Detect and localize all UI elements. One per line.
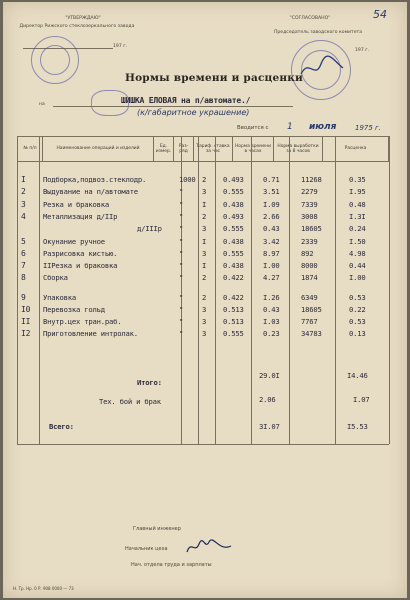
table-row bbox=[17, 200, 389, 211]
cell-name: Металлизация д/IIр bbox=[43, 212, 118, 221]
col-header-output: Норма выработки за 8 часов bbox=[274, 137, 323, 162]
item-label: на bbox=[39, 102, 45, 107]
cell-num: 4 bbox=[21, 212, 26, 221]
cell-price: 4.98 bbox=[349, 249, 366, 258]
col-header-num: № п/п bbox=[18, 137, 43, 162]
cell-num: 9 bbox=[21, 293, 26, 302]
cell-output: 2279 bbox=[301, 187, 318, 196]
table-row bbox=[17, 175, 389, 186]
table-row bbox=[17, 329, 389, 340]
col-header-grade: Раз-ряд bbox=[174, 137, 194, 162]
cell-num: 3 bbox=[21, 200, 26, 209]
cell-grade: I bbox=[202, 200, 207, 209]
cell-time: 0.71 bbox=[263, 175, 280, 184]
cell-name: Сборка bbox=[43, 273, 68, 282]
cell-name: Резка и браковка bbox=[43, 200, 110, 209]
cell-price: I.3I bbox=[349, 212, 366, 221]
col-header-time: Норма времени в часах bbox=[233, 137, 274, 162]
cell-num: I bbox=[21, 175, 26, 184]
chief-engineer-label: Главный инженер bbox=[133, 526, 181, 532]
col-header-price: Расценка bbox=[323, 137, 389, 162]
table-row bbox=[17, 187, 389, 198]
cell-time: 3.42 bbox=[263, 237, 280, 246]
item-name: ШИШКА ЕЛОВАЯ на п/автомате./ bbox=[121, 96, 251, 105]
cell-num: 8 bbox=[21, 273, 26, 282]
norms-table bbox=[17, 136, 389, 162]
cell-time: 0.43 bbox=[263, 305, 280, 314]
cell-unit: " bbox=[179, 261, 184, 270]
cell-name: IIРезка и браковка bbox=[43, 261, 118, 270]
cell-output: 11268 bbox=[301, 175, 322, 184]
cell-time: I.03 bbox=[263, 317, 280, 326]
cell-grade: 3 bbox=[202, 329, 207, 338]
effective-label: Вводится с bbox=[237, 125, 269, 131]
cell-num: I2 bbox=[21, 329, 31, 338]
cell-name: Разрисовка кистью. bbox=[43, 249, 118, 258]
cell-rate: 0.555 bbox=[223, 249, 244, 258]
item-line bbox=[53, 106, 293, 107]
approve-right-year: 197 г. bbox=[355, 48, 370, 53]
cell-unit: " bbox=[179, 224, 184, 233]
cell-grade: 2 bbox=[202, 273, 207, 282]
cell-rate: 0.438 bbox=[223, 200, 244, 209]
cell-unit: " bbox=[179, 249, 184, 258]
subtotal-price: I4.46 bbox=[347, 371, 368, 380]
col-header-name: Наименование операций и изделий bbox=[43, 137, 154, 162]
cell-num: I0 bbox=[21, 305, 31, 314]
cell-unit: " bbox=[179, 212, 184, 221]
cell-price: 0.44 bbox=[349, 261, 366, 270]
cell-rate: 0.555 bbox=[223, 224, 244, 233]
cell-time: 2.66 bbox=[263, 212, 280, 221]
approve-right-position: Председатель заводского комитета bbox=[273, 30, 363, 35]
cell-output: 18605 bbox=[301, 224, 322, 233]
cell-price: I.50 bbox=[349, 237, 366, 246]
cell-time: 0.23 bbox=[263, 329, 280, 338]
table-row bbox=[17, 317, 389, 328]
col-header-unit: Ед. измер. bbox=[154, 137, 174, 162]
col-header-rate: Тариф. ставка за час bbox=[194, 137, 233, 162]
cell-time: I.09 bbox=[263, 200, 280, 209]
shop-head-signature bbox=[185, 538, 233, 556]
cell-name: Окунание ручное bbox=[43, 237, 105, 246]
subtotal-time: 29.0I bbox=[259, 371, 280, 380]
effective-day: 1 bbox=[287, 122, 293, 132]
table-row bbox=[17, 224, 389, 235]
approve-right-title: "СОГЛАСОВАНО" bbox=[289, 16, 331, 21]
cell-unit: " bbox=[179, 305, 184, 314]
cell-price: 0.24 bbox=[349, 224, 366, 233]
round-stamp-left bbox=[31, 36, 79, 84]
table-row bbox=[17, 237, 389, 248]
cell-grade: 2 bbox=[202, 293, 207, 302]
cell-price: 0.48 bbox=[349, 200, 366, 209]
cell-rate: 0.438 bbox=[223, 261, 244, 270]
cell-output: 3008 bbox=[301, 212, 318, 221]
labor-dept-label: Нач. отдела труда и зарплаты bbox=[131, 562, 212, 568]
cell-num: 5 bbox=[21, 237, 26, 246]
cell-unit: " bbox=[179, 317, 184, 326]
cell-unit: " bbox=[179, 293, 184, 302]
cell-output: 18605 bbox=[301, 305, 322, 314]
item-note: (к/габаритное украшение) bbox=[137, 108, 250, 117]
effective-year: 1975 г. bbox=[355, 124, 381, 132]
approve-left-title: "УТВЕРЖДАЮ" bbox=[65, 16, 101, 21]
cell-grade: I bbox=[202, 261, 207, 270]
cell-name: д/IIIр bbox=[137, 224, 162, 233]
cell-name: Подборка,подвоз.стеклодр. bbox=[43, 175, 147, 184]
cell-time: 4.27 bbox=[263, 273, 280, 282]
cell-time: 8.97 bbox=[263, 249, 280, 258]
cell-time: I.26 bbox=[263, 293, 280, 302]
cell-output: 8000 bbox=[301, 261, 318, 270]
page-number: 54 bbox=[373, 8, 387, 21]
cell-time: I.00 bbox=[263, 261, 280, 270]
subtotal-label: Итого: bbox=[137, 378, 162, 387]
cell-name: Упаковка bbox=[43, 293, 77, 302]
cell-time: 3.51 bbox=[263, 187, 280, 196]
cell-rate: 0.493 bbox=[223, 175, 244, 184]
shop-head-label: Начальник цеха bbox=[125, 546, 168, 552]
cell-output: 892 bbox=[301, 249, 314, 258]
cell-num: 2 bbox=[21, 187, 26, 196]
cell-unit: " bbox=[179, 200, 184, 209]
table-row bbox=[17, 261, 389, 272]
cell-output: 1874 bbox=[301, 273, 318, 282]
cell-grade: 3 bbox=[202, 224, 207, 233]
total-time: 3I.07 bbox=[259, 422, 280, 431]
cell-unit: " bbox=[179, 329, 184, 338]
cell-time: 0.43 bbox=[263, 224, 280, 233]
cell-output: 7767 bbox=[301, 317, 318, 326]
cell-name: Выдувание на п/автомате bbox=[43, 187, 138, 196]
col-line bbox=[389, 136, 390, 444]
cell-rate: 0.422 bbox=[223, 293, 244, 302]
table-row bbox=[17, 293, 389, 304]
table-header-row bbox=[18, 137, 389, 162]
cell-output: 34783 bbox=[301, 329, 322, 338]
approve-left-year: 197 г. bbox=[113, 44, 128, 49]
footer-code: Н. Тр. Нр. 0 Р. 908 0000 — 73 bbox=[13, 586, 74, 591]
cell-rate: 0.555 bbox=[223, 329, 244, 338]
table-bottom-line bbox=[17, 444, 389, 445]
cell-unit: " bbox=[179, 273, 184, 282]
total-price: I5.53 bbox=[347, 422, 368, 431]
cell-unit: " bbox=[179, 187, 184, 196]
cell-rate: 0.513 bbox=[223, 317, 244, 326]
cell-price: 0.53 bbox=[349, 293, 366, 302]
table-row bbox=[17, 212, 389, 223]
cell-price: I.95 bbox=[349, 187, 366, 196]
total-label: Всего: bbox=[49, 422, 74, 431]
cell-num: 7 bbox=[21, 261, 26, 270]
tech-loss-label: Тех. бой и брак bbox=[99, 397, 161, 406]
cell-grade: 3 bbox=[202, 317, 207, 326]
document-sheet bbox=[3, 2, 407, 598]
cell-rate: 0.513 bbox=[223, 305, 244, 314]
table-row bbox=[17, 273, 389, 284]
cell-rate: 0.438 bbox=[223, 237, 244, 246]
cell-output: 2339 bbox=[301, 237, 318, 246]
cell-unit: " bbox=[179, 237, 184, 246]
cell-grade: 2 bbox=[202, 212, 207, 221]
table-row bbox=[17, 249, 389, 260]
cell-grade: 3 bbox=[202, 249, 207, 258]
cell-price: I.00 bbox=[349, 273, 366, 282]
tech-loss-time: 2.06 bbox=[259, 395, 276, 404]
cell-num: 6 bbox=[21, 249, 26, 258]
cell-name: Внутр.цех тран.раб. bbox=[43, 317, 122, 326]
cell-rate: 0.422 bbox=[223, 273, 244, 282]
cell-name: Приготовление интролак. bbox=[43, 329, 138, 338]
page-title: Нормы времени и расценки bbox=[124, 72, 304, 84]
cell-num: II bbox=[21, 317, 31, 326]
cell-rate: 0.493 bbox=[223, 212, 244, 221]
cell-grade: 3 bbox=[202, 187, 207, 196]
cell-price: 0.22 bbox=[349, 305, 366, 314]
cell-price: 0.35 bbox=[349, 175, 366, 184]
cell-grade: 2 bbox=[202, 175, 207, 184]
cell-price: 0.13 bbox=[349, 329, 366, 338]
tech-loss-price: I.07 bbox=[353, 395, 370, 404]
table-row bbox=[17, 305, 389, 316]
cell-output: 6349 bbox=[301, 293, 318, 302]
cell-output: 7339 bbox=[301, 200, 318, 209]
cell-unit: 1000 bbox=[179, 175, 196, 184]
approve-left-position: Директор Рижского стеклозеркального завода bbox=[19, 24, 135, 29]
cell-grade: 3 bbox=[202, 305, 207, 314]
cell-name: Перевозка гольд bbox=[43, 305, 105, 314]
cell-price: 0.53 bbox=[349, 317, 366, 326]
cell-grade: I bbox=[202, 237, 207, 246]
cell-rate: 0.555 bbox=[223, 187, 244, 196]
effective-month: июля bbox=[309, 122, 337, 132]
